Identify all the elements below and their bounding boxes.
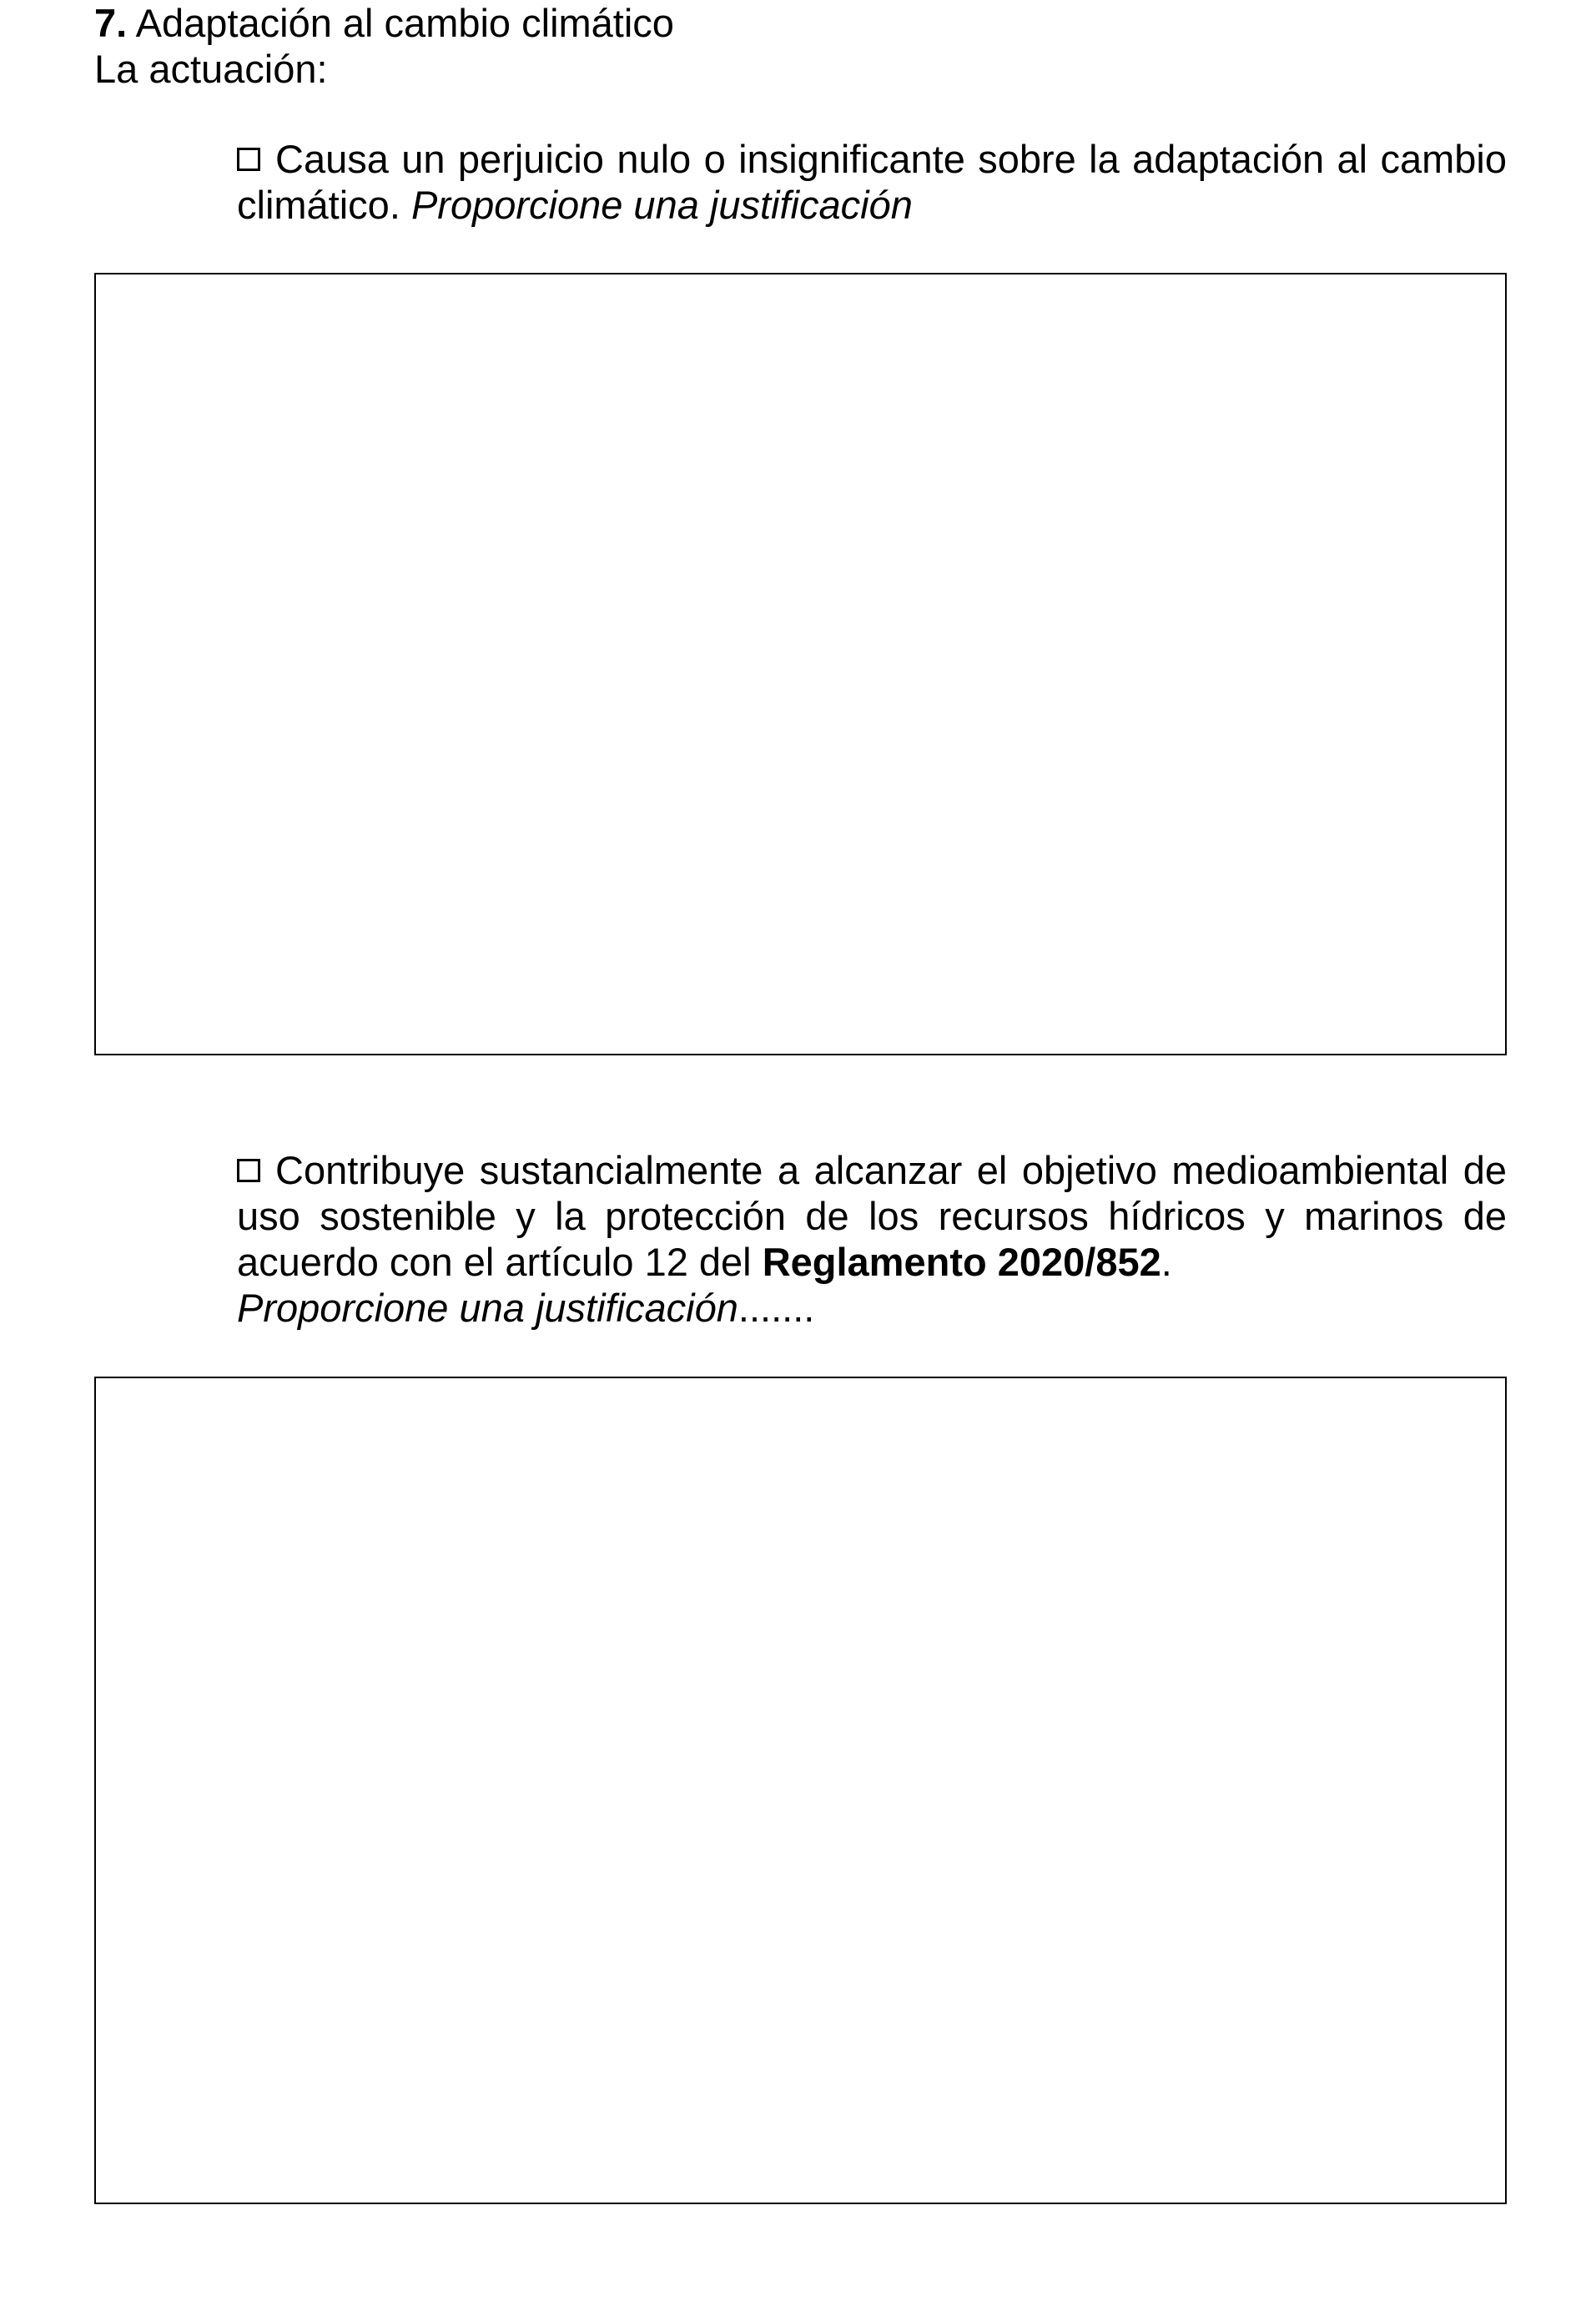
section-number: 7.: [94, 1, 128, 45]
option-negligible-harm: [237, 136, 1507, 228]
empty-checkbox-icon[interactable]: [237, 1159, 260, 1182]
justification-box-substantial-contribution[interactable]: [94, 1377, 1507, 2204]
option-substantial-contribution-period: .: [1160, 1240, 1172, 1284]
justification-prompt: Proporcione una justificación: [410, 183, 913, 227]
option-substantial-contribution-text-block: [237, 1147, 1507, 1285]
option-negligible-harm-text-block: [237, 136, 1507, 228]
section-intro: La actuación:: [94, 47, 328, 91]
justification-prompt: Proporcione una justificación: [237, 1286, 738, 1330]
justification-dots: .......: [738, 1286, 815, 1330]
section-heading: [94, 0, 674, 46]
section-title: Adaptación al cambio climático: [135, 1, 674, 45]
empty-checkbox-icon[interactable]: [237, 148, 260, 171]
option-negligible-harm-text: Causa un perjuicio nulo o insignificante sobre la adaptación al cambio climático.: [237, 137, 1507, 227]
option-substantial-contribution-text: Contribuye sustancialmente a alcanzar el objetivo medioambiental de uso sostenible y la protección de los recursos hídricos y marinos de acuerdo con el artículo 12 del: [237, 1148, 1507, 1284]
regulation-reference: Reglamento 2020/852: [762, 1240, 1161, 1284]
justification-box-negligible-harm[interactable]: [94, 273, 1507, 1055]
option-substantial-contribution: [237, 1147, 1507, 1331]
justification-prompt-line: [237, 1285, 1507, 1331]
